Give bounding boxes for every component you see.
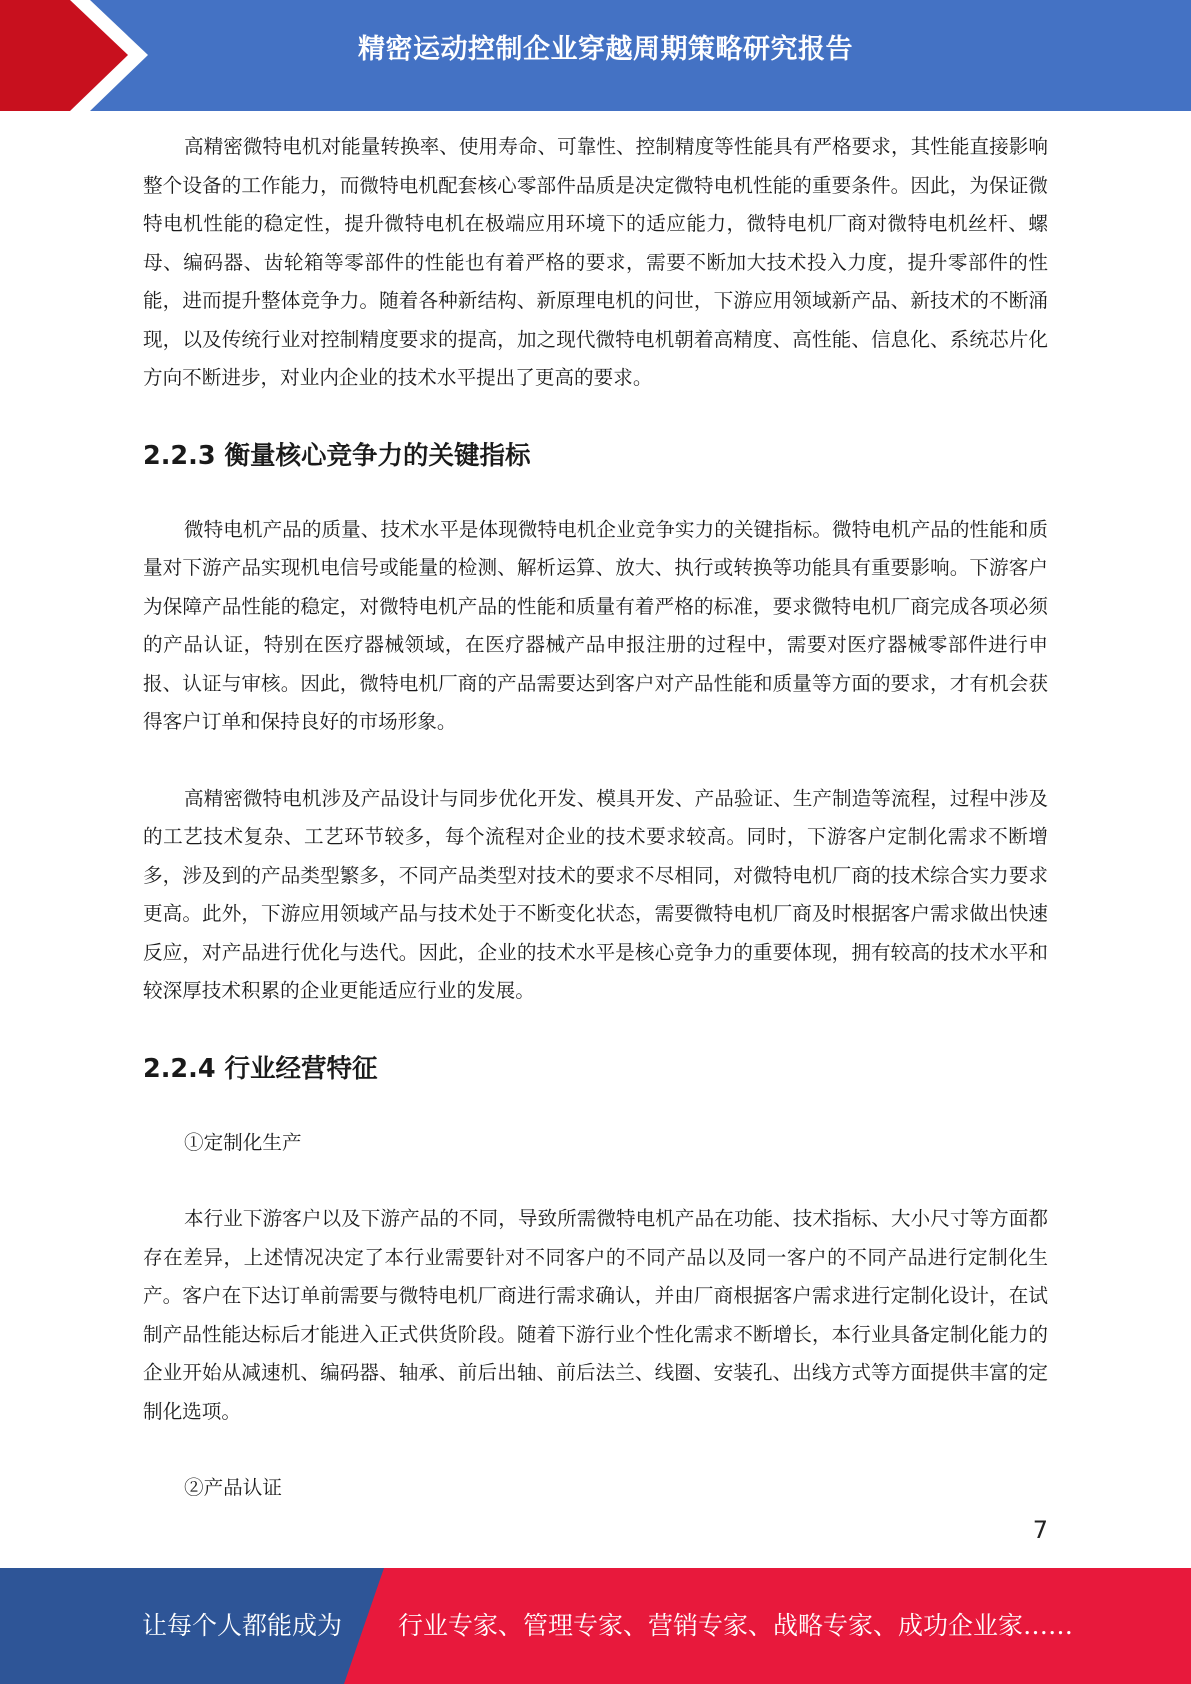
subsection-label: ②产品认证: [184, 1476, 282, 1499]
document-body: [143, 128, 1048, 1508]
page-number: 7: [1032, 1516, 1048, 1544]
footer-slogan-right: 行业专家、管理专家、营销专家、战略专家、成功企业家……: [398, 1611, 1074, 1640]
paragraph: 高精密微特电机对能量转换率、使用寿命、可靠性、控制精度等性能具有严格要求，其性能直接影响整个设备的工作能力，而微特电机配套核心零部件品质是决定微特电机性能的重要条件。因此，为保证微特电机性能的稳定性，提升微特电机在极端应用环境下的适应能力，微特电机厂商对微特电机丝杆、螺母、编码器、齿轮箱等零部件的性能也有着严格的要求，需要不断加大技术投入力度，提升零部件的性能，进而提升整体竞争力。随着各种新结构、新原理电机的问世，下游应用领域新产品、新技术的不断涌现，以及传统行业对控制精度要求的提高，加之现代微特电机朝着高精度、高性能、信息化、系统芯片化方向不断进步，对业内企业的技术水平提出了更高的要求。: [143, 135, 1048, 389]
report-title: 精密运动控制企业穿越周期策略研究报告: [358, 34, 853, 65]
page-footer: [0, 1568, 1191, 1684]
paragraph: 高精密微特电机涉及产品设计与同步优化开发、模具开发、产品验证、生产制造等流程，过程中涉及的工艺技术复杂、工艺环节较多，每个流程对企业的技术要求较高。同时，下游客户定制化需求不断增多，涉及到的产品类型繁多，不同产品类型对技术的要求不尽相同，对微特电机厂商的技术综合实力要求更高。此外，下游应用领域产品与技术处于不断变化状态，需要微特电机厂商及时根据客户需求做出快速反应，对产品进行优化与迭代。因此，企业的技术水平是核心竞争力的重要体现，拥有较高的技术水平和较深厚技术积累的企业更能适应行业的发展。: [143, 786, 1048, 1002]
subsection-label: ①定制化生产: [184, 1130, 302, 1154]
footer-slogan-left: 让每个人都能成为: [142, 1611, 343, 1640]
section-heading: 2.2.3 衡量核心竞争力的关键指标: [143, 440, 531, 471]
section-heading: 2.2.4 行业经营特征: [143, 1053, 378, 1084]
paragraph: 微特电机产品的质量、技术水平是体现微特电机企业竞争实力的关键指标。微特电机产品的性能和质量对下游产品实现机电信号或能量的检测、解析运算、放大、执行或转换等功能具有重要影响。下游客户为保障产品性能的稳定，对微特电机产品的性能和质量有着严格的标准，要求微特电机厂商完成各项必须的产品认证，特别在医疗器械领域，在医疗器械产品申报注册的过程中，需要对医疗器械零部件进行申报、认证与审核。因此，微特电机厂商的产品需要达到客户对产品性能和质量等方面的要求，才有机会获得客户订单和保持良好的市场形象。: [143, 517, 1048, 733]
paragraph: 本行业下游客户以及下游产品的不同，导致所需微特电机产品在功能、技术指标、大小尺寸等方面都存在差异，上述情况决定了本行业需要针对不同客户的不同产品以及同一客户的不同产品进行定制化生产。客户在下达订单前需要与微特电机厂商进行需求确认，并由厂商根据客户需求进行定制化设计，在试制产品性能达标后才能进入正式供货阶段。随着下游行业个性化需求不断增长，本行业具备定制化能力的企业开始从减速机、编码器、轴承、前后出轴、前后法兰、线圈、安装孔、出线方式等方面提供丰富的定制化选项。: [143, 1207, 1048, 1423]
page-header: [0, 0, 1191, 111]
